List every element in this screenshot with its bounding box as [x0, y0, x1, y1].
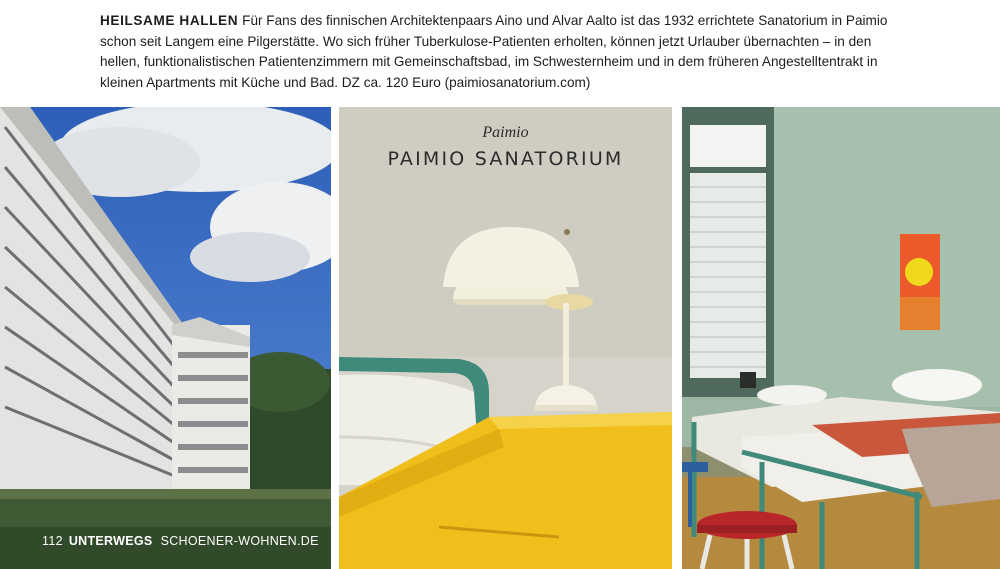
page-number: 112 [42, 534, 63, 548]
website-label: SCHOENER-WOHNEN.DE [160, 534, 319, 548]
building-exterior-photo [0, 107, 331, 569]
intro-text: Für Fans des finnischen Architektenpaars Aino und Alvar Aalto ist das 1932 errichtete Sanatorium in Paimio schon seit Langem eine Pilgerstätte. Wo sich früher Tuberkulose-Patienten erholten, können jetzt Urlauber übernachten – in den hellen, funktionalistischen Patientenzimmern mit Gemeinschaftsbad, im Schwesternheim und in dem früheren Angestelltentrakt in kleinen Apartments mit Küche und Bad. DZ ca. 120 Euro (paimiosanatorium.com) [100, 13, 888, 90]
section-label: UNTERWEGS [68, 534, 153, 548]
page-folio [42, 534, 319, 548]
intro-paragraph [100, 11, 900, 93]
photo-caption-script: Paimio [482, 124, 529, 141]
photo-caption-title: PAIMIO SANATORIUM [387, 148, 624, 170]
patient-room-photo [682, 107, 1000, 569]
lamp-nightstand-photo [339, 107, 672, 569]
intro-headline: HEILSAME HALLEN [100, 13, 239, 28]
